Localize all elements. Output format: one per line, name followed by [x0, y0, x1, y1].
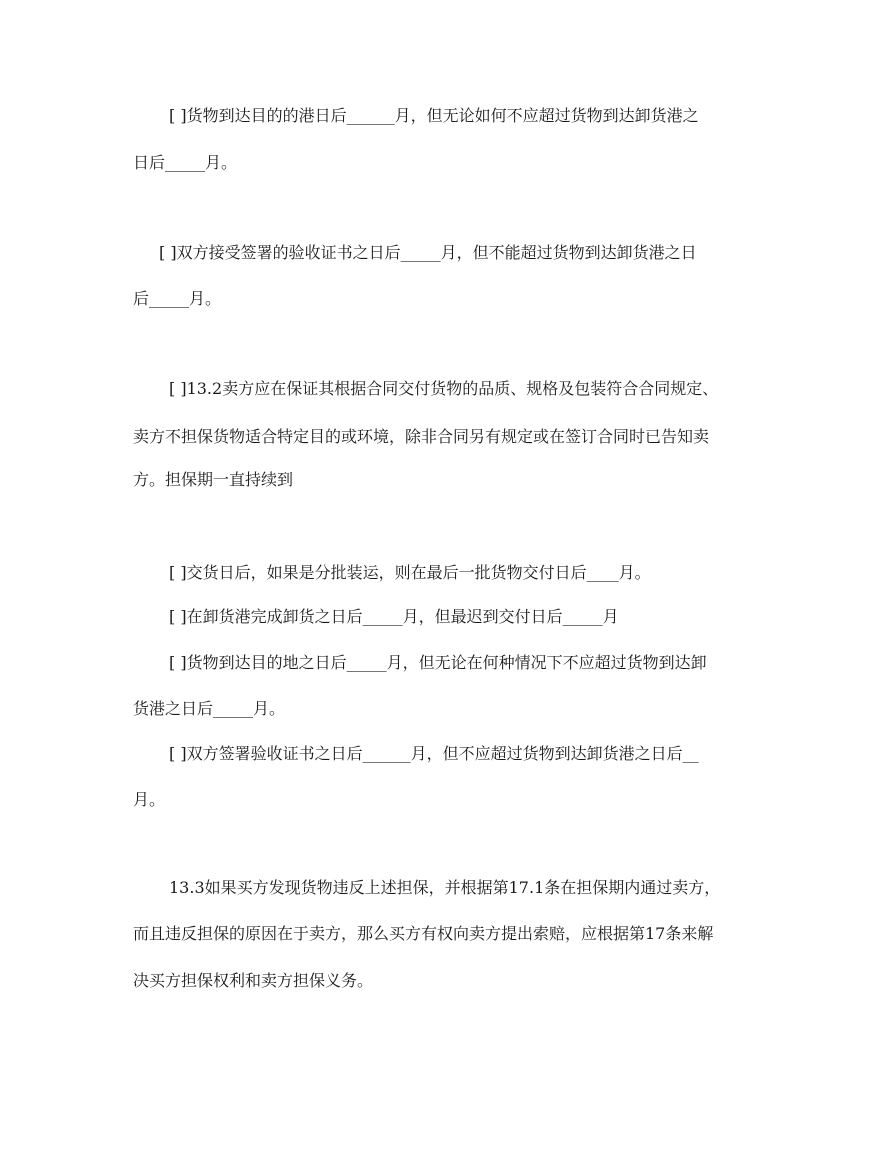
- text-line: 13.3如果买方发现货物违反上述担保，并根据第17.1条在担保期内通过卖方，: [169, 878, 721, 897]
- text-line: [ ]货物到达目的地之日后_____月，但无论在何种情况下不应超过货物到达卸: [169, 653, 707, 672]
- text-line: 后_____月。: [133, 289, 222, 308]
- text-line: [ ]双方签署验收证书之日后______月，但不应超过货物到达卸货港之日后__: [169, 744, 699, 763]
- text-line: [ ]交货日后，如果是分批装运，则在最后一批货物交付日后____月。: [169, 563, 651, 582]
- text-line: 日后_____月。: [133, 153, 238, 172]
- text-line: 卖方不担保货物适合特定目的或环境，除非合同另有规定或在签订合同时已告知卖: [133, 427, 710, 446]
- text-line: 方。担保期一直持续到: [133, 470, 294, 489]
- text-line: 而且违反担保的原因在于卖方，那么买方有权向卖方提出索赔，应根据第17条来解: [133, 924, 714, 943]
- text-line: 决买方担保权利和卖方担保义务。: [133, 971, 374, 990]
- text-line: [ ]货物到达目的的港日后______月，但无论如何不应超过货物到达卸货港之: [169, 106, 699, 125]
- text-line: [ ]13.2卖方应在保证其根据合同交付货物的品质、规格及包装符合合同规定、: [169, 379, 719, 398]
- text-line: 货港之日后_____月。: [133, 699, 286, 718]
- text-line: 月。: [133, 790, 166, 809]
- text-line: [ ]在卸货港完成卸货之日后_____月，但最迟到交付日后_____月: [169, 607, 619, 626]
- text-line: [ ]双方接受签署的验收证书之日后_____月，但不能超过货物到达卸货港之日: [159, 243, 697, 262]
